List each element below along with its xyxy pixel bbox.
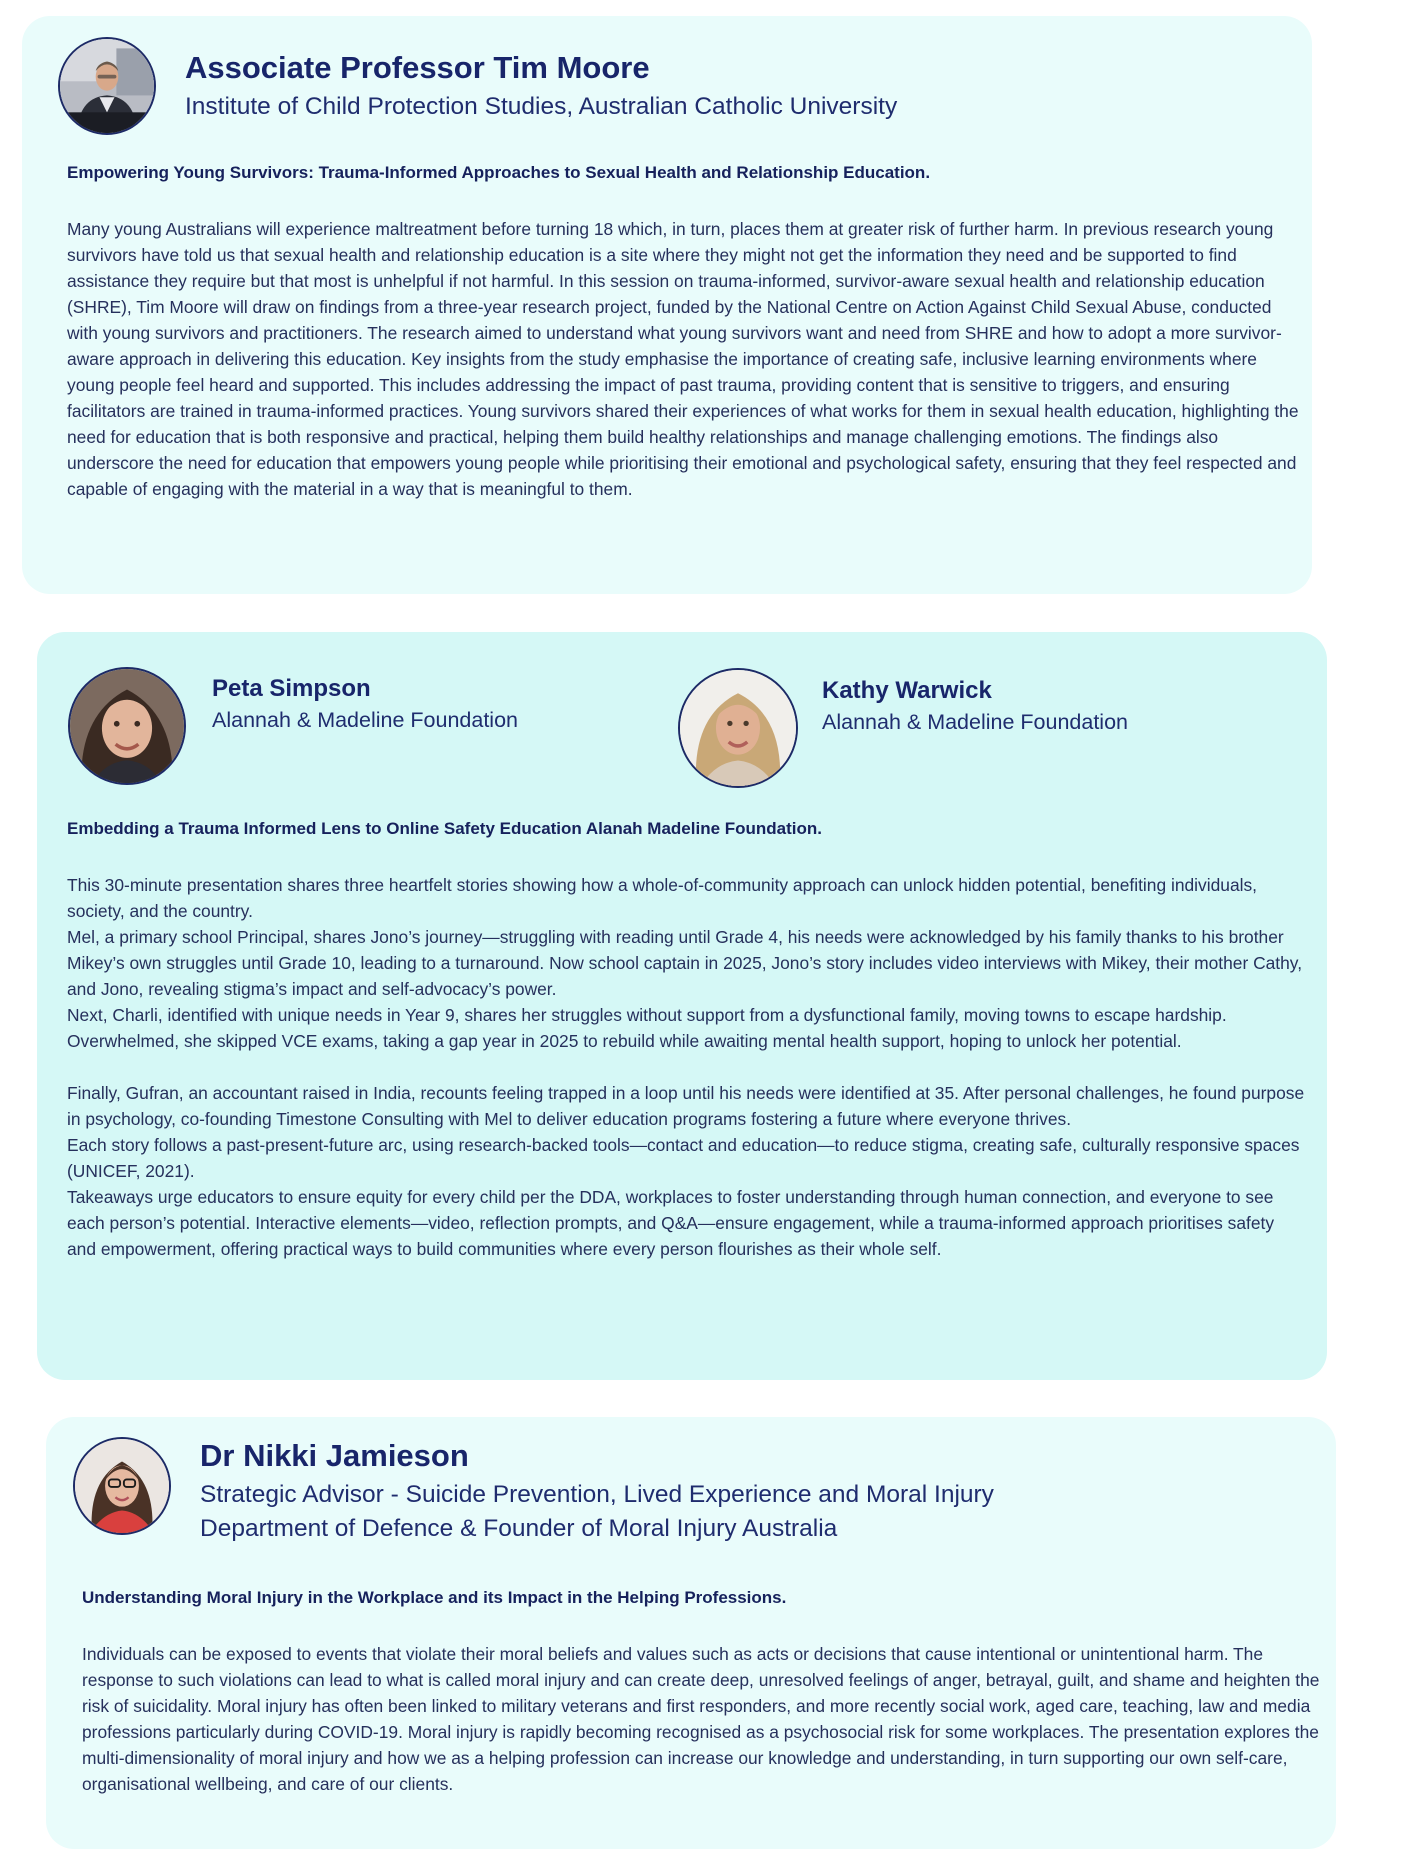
abstract-paragraph: Finally, Gufran, an accountant raised in India, recounts feeling trapped in a loop until his needs were identified at 35. After personal challenges, he found purpose in psychology, co-founding Timestone Consulting with Mel to deliver education programs fostering a future where everyone thrives. [67,1083,1305,1129]
talk-abstract [67,216,1307,502]
speaker-name: Kathy Warwick [822,677,992,704]
talk-abstract [67,872,1307,1262]
abstract-paragraph: Individuals can be exposed to events that violate their moral beliefs and values such as acts or decisions that cause intentional or unintentional harm. The response to such violations can lead to what is called moral injury and can create deep, unresolved feelings of anger, betrayal, guilt, and shame and heighten the risk of suicidality. Moral injury has often been linked to military veterans and first responders, and more recently social work, aged care, teaching, law and media professions particularly during COVID-19. Moral injury is rapidly becoming recognised as a psychosocial risk for some workplaces. The presentation explores the multi-dimensionality of moral injury and how we as a helping profession can increase our knowledge and understanding, in turn supporting our own self-care, organisational wellbeing, and care of our clients. [82,1644,1320,1794]
session-card-nikki-jamieson [46,1417,1336,1849]
session-card-alannah-madeline [37,632,1327,1380]
abstract-paragraph: Each story follows a past-present-future arc, using research-backed tools—contact and education—to reduce stigma, creating safe, culturally responsive spaces (UNICEF, 2021). [67,1135,1300,1181]
speaker-name: Peta Simpson [212,675,371,702]
talk-title: Empowering Young Survivors: Trauma-Informed Approaches to Sexual Health and Relationship Education. [67,163,931,182]
speaker-affiliation: Institute of Child Protection Studies, Australian Catholic University [185,93,898,120]
speaker-affiliation: Alannah & Madeline Foundation [212,708,518,732]
speaker-affiliation: Alannah & Madeline Foundation [822,710,1128,734]
abstract-paragraph: This 30-minute presentation shares three heartfelt stories showing how a whole-of-community approach can unlock hidden potential, benefiting individuals, society, and the country. [67,875,1258,921]
abstract-paragraph: Takeaways urge educators to ensure equity for every child per the DDA, workplaces to foster understanding through human connection, and everyone to see each person’s potential. Interactive elements—video, reflection prompts, and Q&A—ensure engagement, while a trauma-informed approach prioritises safety and empowerment, offering practical ways to build communities where every person flourishes as their whole self. [67,1187,1275,1259]
speaker-affiliation-line-1: Strategic Advisor - Suicide Prevention, Lived Experience and Moral Injury [200,1481,994,1508]
talk-abstract [82,1641,1322,1797]
abstract-paragraph: Next, Charli, identified with unique needs in Year 9, shares her struggles without support from a dysfunctional family, moving towns to escape hardship. Overwhelmed, she skipped VCE exams, taking a gap year in 2025 to rebuild while awaiting mental health support, hoping to unlock her potential. [67,1005,1227,1051]
abstract-paragraph: Mel, a primary school Principal, shares Jono’s journey—struggling with reading until Grade 4, his needs were acknowledged by his family thanks to his brother Mikey’s own struggles until Grade 10, leading to a turnaround. Now school captain in 2025, Jono’s story includes video interviews with Mikey, their mother Cathy, and Jono, revealing stigma’s impact and self-advocacy’s power. [67,927,1303,999]
speaker-name: Dr Nikki Jamieson [200,1438,469,1473]
speaker-name: Associate Professor Tim Moore [185,50,650,85]
speaker-photo-tim-moore [58,37,156,135]
abstract-paragraph: Many young Australians will experience maltreatment before turning 18 which, in turn, places them at greater risk of further harm. In previous research young survivors have told us that sexual health and relationship education is a site where they might not get the information they need and be supported to find assistance they require but that most is unhelpful if not harmful. In this session on trauma-informed, survivor-aware sexual health and relationship education (SHRE), Tim Moore will draw on findings from a three-year research project, funded by the National Centre on Action Against Child Sexual Abuse, conducted with young survivors and practitioners. The research aimed to understand what young survivors want and need from SHRE and how to adopt a more survivor-aware approach in delivering this education. Key insights from the study emphasise the importance of creating safe, inclusive learning environments where young people feel heard and supported. This includes addressing the impact of past trauma, providing content that is sensitive to triggers, and ensuring facilitators are trained in trauma-informed practices. Young survivors shared their experiences of what works for them in sexual health education, highlighting the need for education that is both responsive and practical, helping them build healthy relationships and manage challenging emotions. The findings also underscore the need for education that empowers young people while prioritising their emotional and psychological safety, ensuring that they feel respected and capable of engaging with the material in a way that is meaningful to them. [67,219,1299,499]
talk-title: Embedding a Trauma Informed Lens to Online Safety Education Alanah Madeline Foundation. [67,819,823,838]
talk-title: Understanding Moral Injury in the Workplace and its Impact in the Helping Professions. [82,1588,787,1607]
speaker-photo-nikki-jamieson [73,1437,171,1535]
speaker-affiliation-line-2: Department of Defence & Founder of Moral Injury Australia [200,1515,838,1542]
speaker-photo-kathy-warwick [678,668,798,788]
speaker-photo-peta-simpson [68,667,186,785]
session-card-tim-moore [22,16,1312,594]
